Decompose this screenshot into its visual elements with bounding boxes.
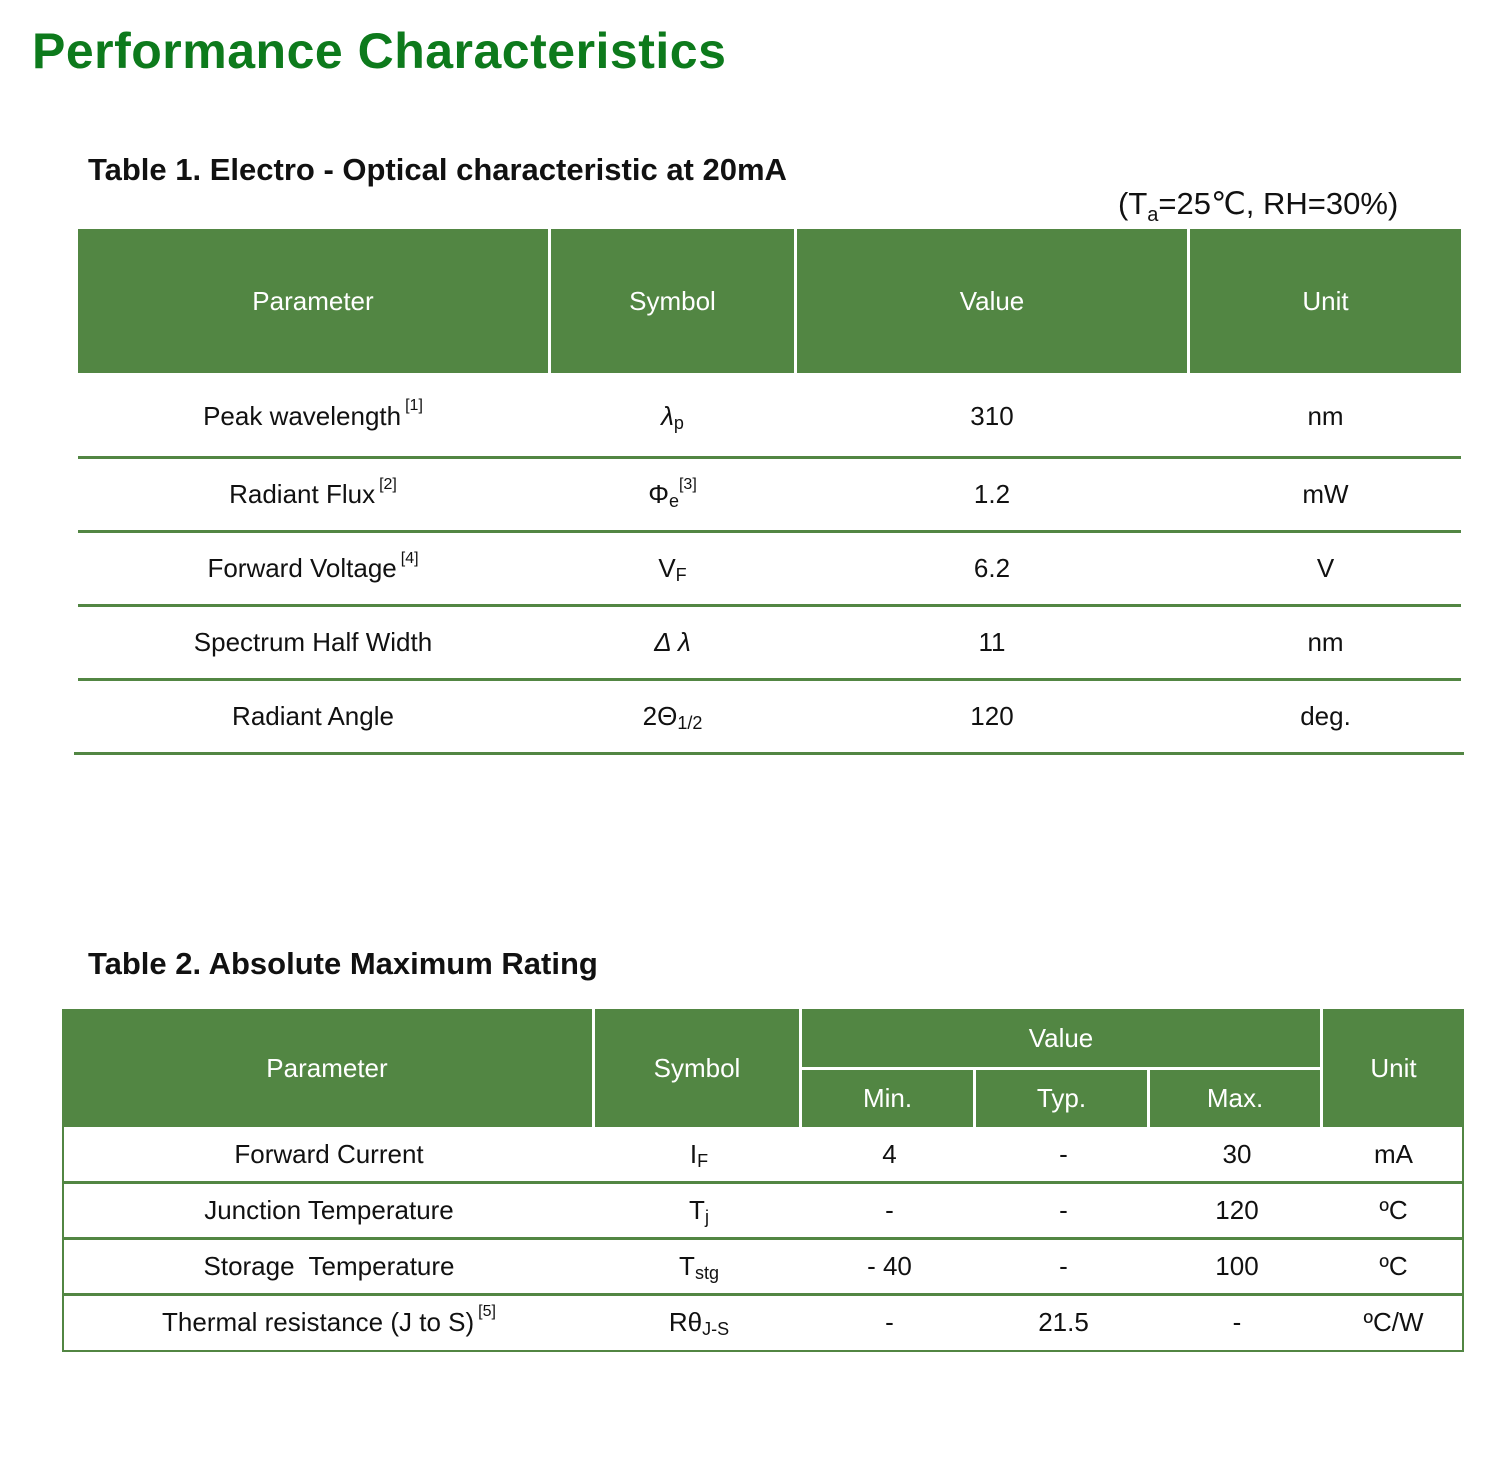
- table2-header-max: Max.: [1206, 1083, 1264, 1113]
- param-note: [2]: [379, 475, 397, 493]
- symbol-note: [3]: [678, 475, 697, 493]
- param-label: Forward Voltage: [207, 553, 397, 583]
- table2-header-symbol: Symbol: [653, 1052, 741, 1083]
- unit-cell: mA: [1374, 1138, 1413, 1169]
- unit-cell: nm: [1307, 627, 1344, 657]
- unit-cell: ºC/W: [1363, 1306, 1424, 1337]
- table1-header-parameter: Parameter: [252, 285, 374, 316]
- typ-cell: 21.5: [1038, 1306, 1089, 1337]
- param-label: Radiant Angle: [232, 701, 394, 731]
- max-cell: 100: [1215, 1250, 1259, 1281]
- symbol-sub: j: [704, 1206, 709, 1227]
- param-cell: [78, 533, 548, 604]
- param-note: [5]: [478, 1303, 496, 1320]
- table-row: [78, 607, 1461, 678]
- symbol-sub: p: [673, 412, 684, 433]
- table2-header-value: Value: [1028, 1022, 1094, 1053]
- symbol-cell: [551, 681, 794, 752]
- value-cell: 1.2: [973, 479, 1011, 509]
- table1-header-value: Value: [959, 285, 1025, 316]
- symbol-sub: F: [675, 565, 687, 585]
- max-cell: -: [1232, 1306, 1242, 1337]
- unit-cell: mW: [1302, 479, 1349, 509]
- param-label: Forward Current: [234, 1138, 424, 1169]
- table2-header-unit: Unit: [1370, 1052, 1417, 1083]
- param-label: Thermal resistance (J to S): [162, 1306, 475, 1337]
- symbol-main: Φ: [648, 479, 669, 509]
- unit-cell: deg.: [1300, 701, 1351, 731]
- param-label: Radiant Flux: [229, 479, 376, 509]
- param-cell: [64, 1183, 594, 1237]
- table-row: [78, 681, 1461, 752]
- symbol-cell: [551, 459, 794, 530]
- table2-header-parameter: Parameter: [266, 1052, 388, 1083]
- table-row: [64, 1127, 1462, 1181]
- max-cell: 120: [1215, 1194, 1259, 1225]
- table2-header: [62, 1009, 1464, 1127]
- row-divider: [78, 604, 1461, 607]
- page-title: Performance Characteristics: [32, 23, 727, 79]
- symbol-main: V: [658, 553, 676, 583]
- value-cell: 120: [970, 701, 1014, 731]
- param-cell: [78, 459, 548, 530]
- symbol-cell: [597, 1295, 801, 1349]
- symbol-cell: [597, 1183, 801, 1237]
- symbol-cell: [597, 1239, 801, 1293]
- symbol-cell: [551, 607, 794, 678]
- symbol-sub: J-S: [702, 1318, 730, 1339]
- unit-cell: ºC: [1379, 1194, 1408, 1225]
- table1-header-symbol: Symbol: [629, 285, 716, 316]
- param-label: Peak wavelength: [203, 400, 402, 431]
- symbol-main: λ: [661, 400, 674, 431]
- min-cell: - 40: [867, 1250, 912, 1281]
- min-cell: 4: [882, 1138, 897, 1169]
- table-row: [78, 459, 1461, 530]
- min-cell: -: [885, 1194, 894, 1225]
- max-cell: 30: [1222, 1138, 1252, 1169]
- value-cell: 6.2: [973, 553, 1011, 583]
- unit-cell: nm: [1307, 400, 1344, 431]
- table1-header-unit: Unit: [1302, 285, 1349, 316]
- symbol-main: I: [689, 1138, 698, 1169]
- symbol-sub: 1/2: [677, 713, 703, 733]
- table2-caption: Table 2. Absolute Maximum Rating: [88, 946, 598, 981]
- param-note: [4]: [400, 549, 419, 567]
- table1-caption: Table 1. Electro - Optical characteristic at 20mA: [88, 152, 787, 187]
- symbol-main: Rθ: [668, 1306, 703, 1337]
- row-divider: [78, 456, 1461, 459]
- unit-cell: V: [1316, 553, 1335, 583]
- symbol-cell: [597, 1127, 801, 1181]
- typ-cell: -: [1059, 1138, 1068, 1169]
- param-cell: [64, 1295, 594, 1349]
- table2-header-typ: Typ.: [1036, 1083, 1087, 1113]
- row-divider: [78, 678, 1461, 681]
- param-label: Storage Temperature: [203, 1250, 455, 1281]
- param-label: Spectrum Half Width: [193, 627, 433, 657]
- value-cell: 310: [970, 400, 1014, 431]
- typ-cell: -: [1059, 1250, 1068, 1281]
- table-row: [64, 1183, 1462, 1237]
- row-divider: [78, 530, 1461, 533]
- param-cell: [78, 376, 548, 456]
- symbol-main: Δ λ: [654, 627, 691, 657]
- symbol-sub: F: [697, 1150, 709, 1171]
- symbol-sub: e: [668, 491, 679, 511]
- min-cell: -: [885, 1306, 894, 1337]
- symbol-main: T: [689, 1194, 705, 1225]
- table2: [62, 1009, 1464, 1353]
- param-cell: [78, 681, 548, 752]
- table1-conditions: ($T_a=25℃$, RH=30%): [1118, 186, 1399, 226]
- typ-cell: -: [1059, 1194, 1068, 1225]
- table1-header: [78, 229, 1461, 373]
- symbol-main: T: [679, 1250, 695, 1281]
- param-cell: [64, 1127, 594, 1181]
- value-cell: 11: [978, 627, 1006, 657]
- param-label: Junction Temperature: [204, 1194, 454, 1225]
- param-note: [1]: [405, 397, 423, 414]
- param-cell: [78, 607, 548, 678]
- table2-header-min: Min.: [862, 1083, 913, 1113]
- symbol-sub: stg: [694, 1262, 719, 1283]
- table2-body: [62, 1127, 1464, 1352]
- table-row: [64, 1239, 1462, 1293]
- symbol-main: 2Θ: [642, 701, 678, 731]
- unit-cell: ºC: [1379, 1250, 1408, 1281]
- symbol-cell: [551, 533, 794, 604]
- param-cell: [64, 1239, 594, 1293]
- symbol-cell: [551, 376, 794, 456]
- table-row: [64, 1295, 1462, 1349]
- table-row: [78, 376, 1461, 456]
- table1-bottom-border: [74, 752, 1464, 755]
- table-row: [78, 533, 1461, 604]
